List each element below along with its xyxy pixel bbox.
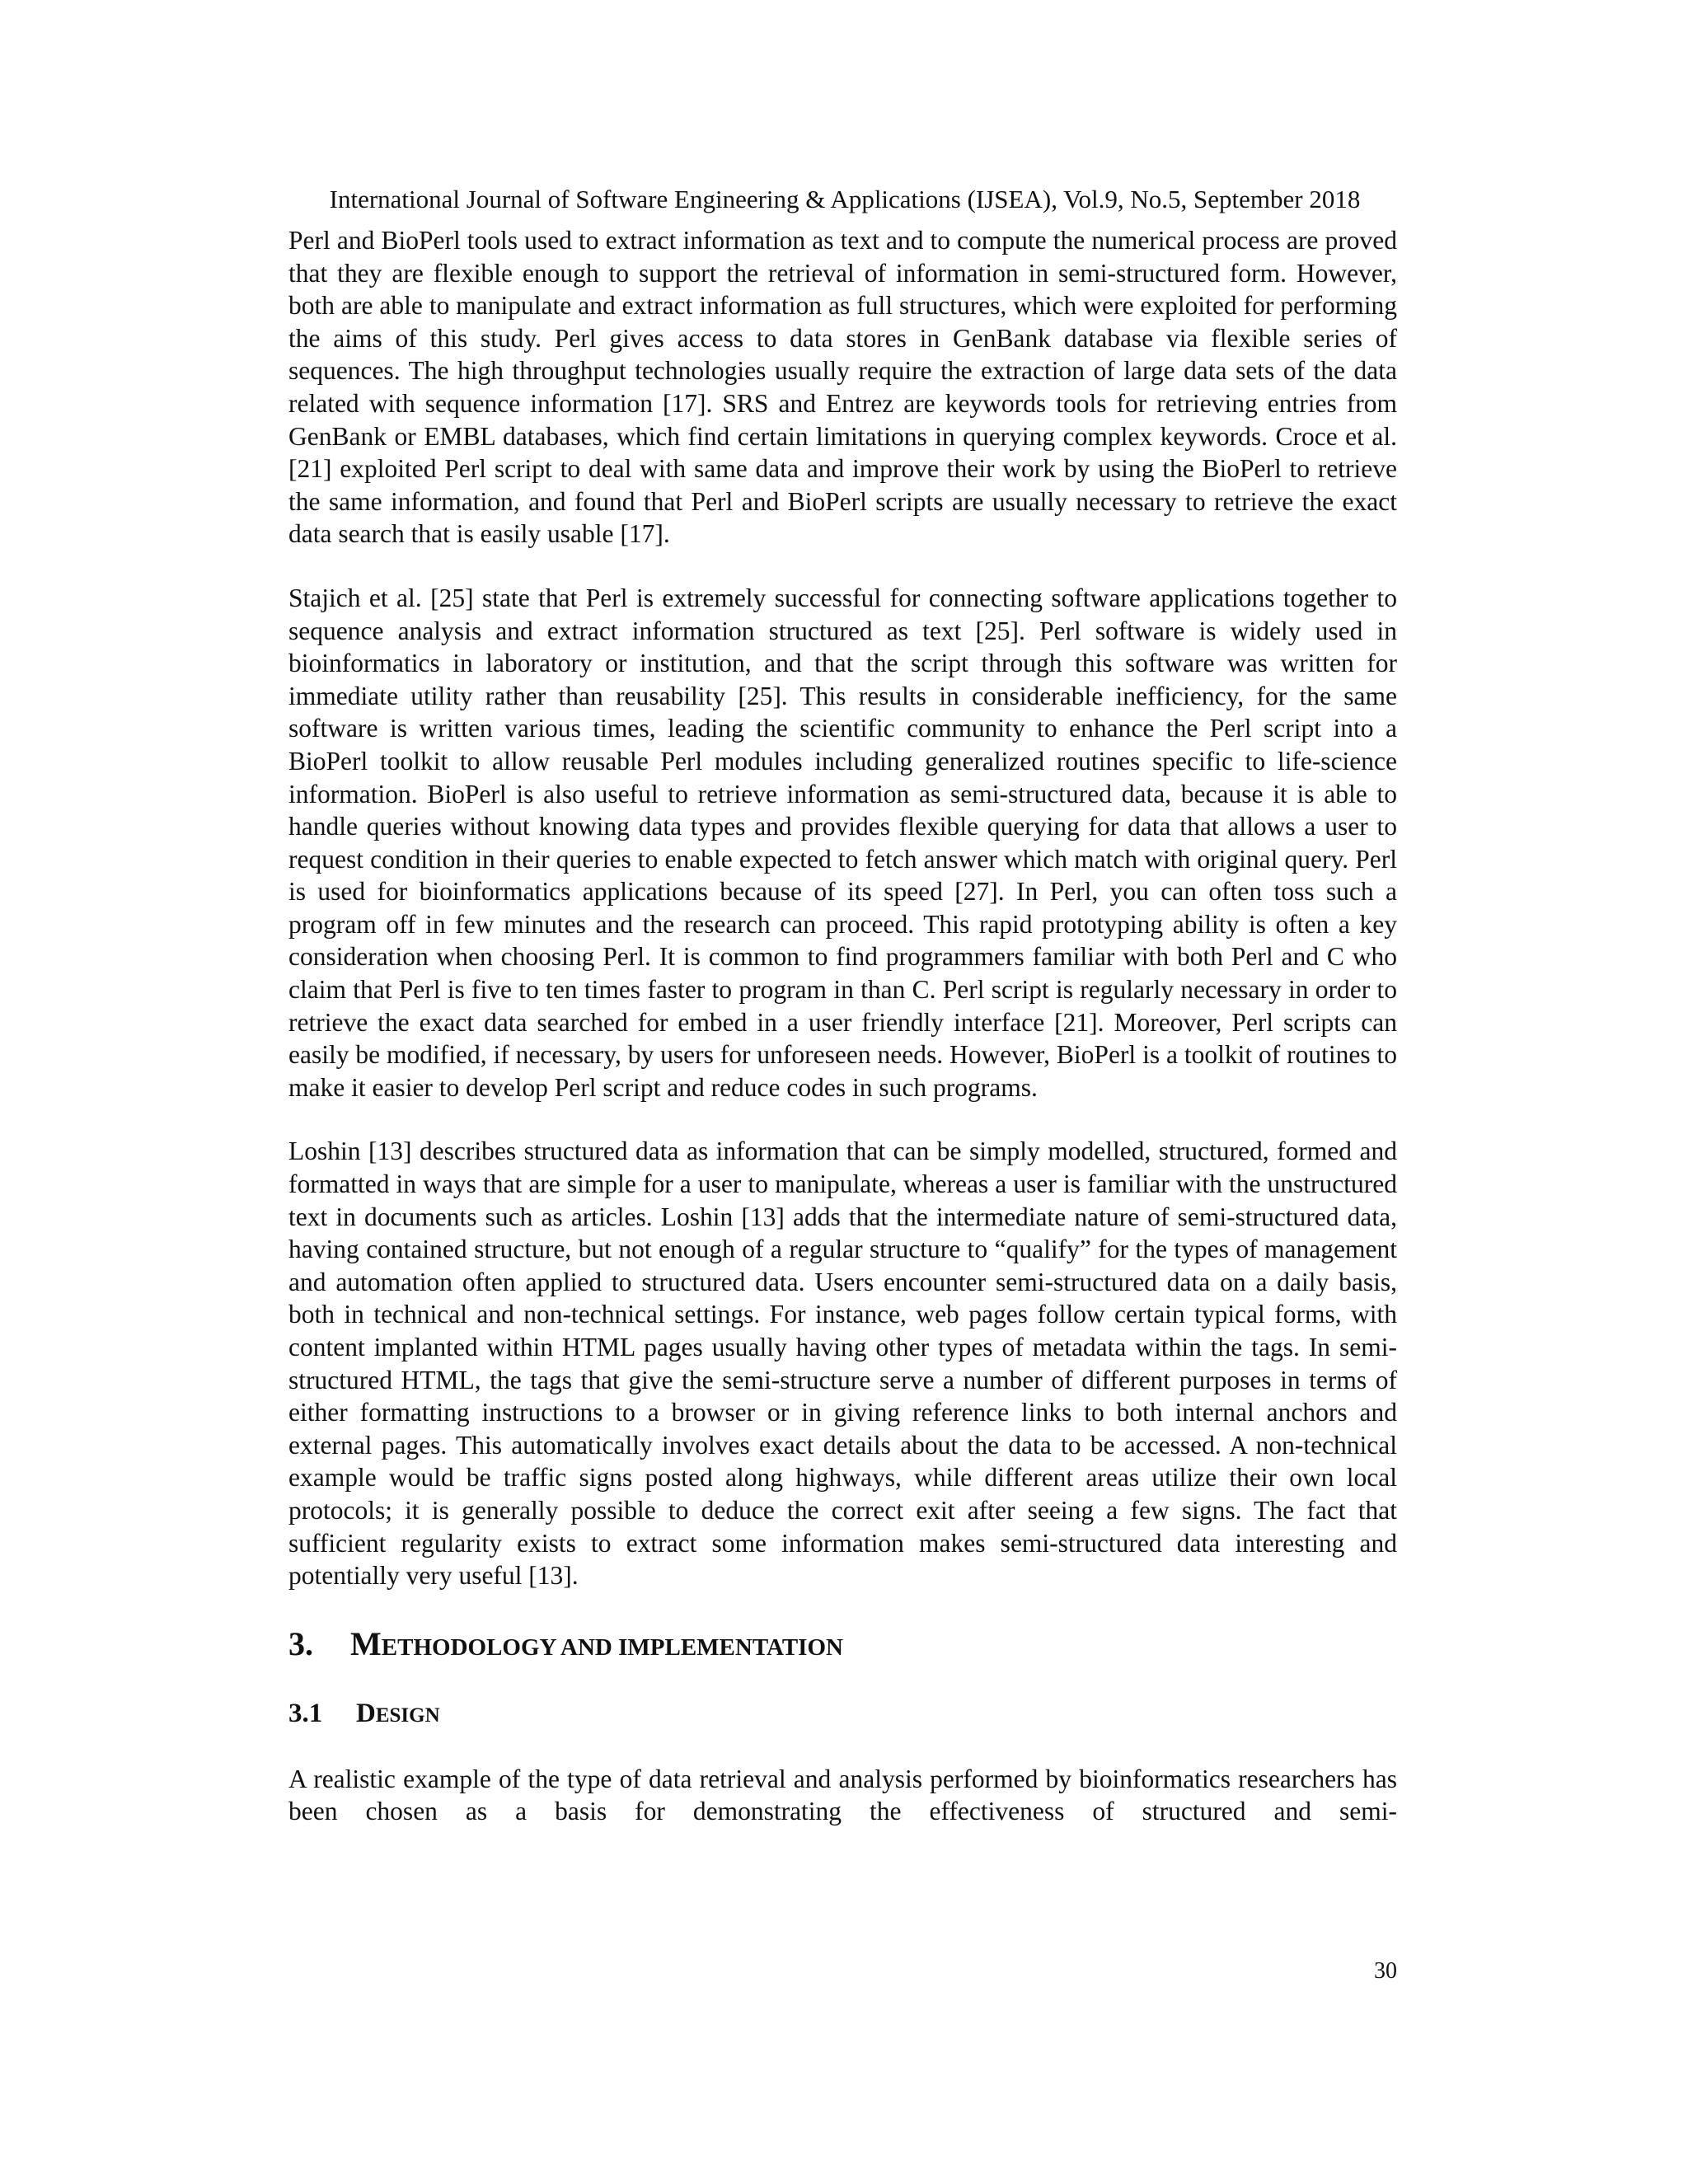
paragraph-perl-bioperl: Perl and BioPerl tools used to extract information as text and to compute the numerical process are proved that they are flexible enough to support the retrieval of information in semi-structured form. However, both are able to manipulate and extract information as full structures, which were exploited for performing the aims of this study. Perl gives access to data stores in GenBank database via flexible series of sequences. The high throughput technologies usually require the extraction of large data sets of the data related with sequence information [17]. SRS and Entrez are keywords tools for retrieving entries from GenBank or EMBL databases, which find certain limitations in querying complex keywords. Croce et al. [21] exploited Perl script to deal with same data and improve their work by using the BioPerl to retrieve the same information, and found that Perl and BioPerl scripts are usually necessary to retrieve the exact data search that is easily usable [17].	[288, 226, 1397, 549]
paragraph-stajich: Stajich et al. [25] state that Perl is extremely successful for connecting software applications together to sequence analysis and extract information structured as text [25]. Perl software is widely used in bioinformatics in laboratory or institution, and that the script through this software was written for immediate utility rather than reusability [25]. This results in considerable inefficiency, for the same software is written various times, leading the scientific community to enhance the Perl script into a BioPerl toolkit to allow reusable Perl modules including generalized routines specific to life-science information. BioPerl is also useful to retrieve information as semi-structured data, because it is able to handle queries without knowing data types and provides flexible querying for data that allows a user to request condition in their queries to enable expected to fetch answer which match with original query. Perl is used for bioinformatics applications because of its speed [27]. In Perl, you can often toss such a program off in few minutes and the research can proceed. This rapid prototyping ability is often a key consideration when choosing Perl. It is common to find programmers familiar with both Perl and C who claim that Perl is five to ten times faster to program in than C. Perl script is regularly necessary in order to retrieve the exact data searched for embed in a user friendly interface [21]. Moreover, Perl scripts can easily be modified, if necessary, by users for unforeseen needs. However, BioPerl is a toolkit of routines to make it easier to develop Perl script and reduce codes in such programs.	[288, 583, 1397, 1102]
subsection-title-rest: ESIGN	[375, 1704, 440, 1727]
subsection-number: 3.1	[288, 1698, 323, 1728]
section-title-rest: ETHODOLOGY AND IMPLEMENTATION	[381, 1633, 843, 1661]
body-text	[288, 224, 1397, 1859]
page-number: 30	[1374, 1958, 1397, 1984]
subsection-heading-design	[288, 1696, 1397, 1733]
paragraph-loshin: Loshin [13] describes structured data as information that can be simply modelled, structured, formed and formatted in ways that are simple for a user to manipulate, whereas a user is familiar with the unstructured text in documents such as articles. Loshin [13] adds that the intermediate nature of semi-structured data, having contained structure, but not enough of a regular structure to “qualify” for the types of management and automation often applied to structured data. Users encounter semi-structured data on a daily basis, both in technical and non-technical settings. For instance, web pages follow certain typical forms, with content implanted within HTML pages usually having other types of metadata within the tags. In semi-structured HTML, the tags that give the semi-structure serve a number of different purposes in terms of either formatting instructions to a browser or in giving reference links to both internal anchors and external pages. This automatically involves exact details about the data to be accessed. A non-technical example would be traffic signs posted along highways, while different areas utilize their own local protocols; it is generally possible to deduce the correct exit after seeing a few signs. The fact that sufficient regularity exists to extract some information makes semi-structured data interesting and potentially very useful [13].	[288, 1137, 1397, 1591]
paragraph-design-intro: A realistic example of the type of data retrieval and analysis performed by bioinformatics researchers has been chosen as a basis for demonstrating the effectiveness of structured and semi-	[288, 1764, 1397, 1826]
section-title-initial: M	[350, 1624, 382, 1662]
subsection-title-initial: D	[356, 1698, 376, 1728]
journal-running-header: International Journal of Software Engineering & Applications (IJSEA), Vol.9, No.5, September 2018	[329, 185, 1361, 213]
section-heading-methodology	[288, 1624, 1397, 1668]
section-number: 3.	[288, 1624, 313, 1662]
